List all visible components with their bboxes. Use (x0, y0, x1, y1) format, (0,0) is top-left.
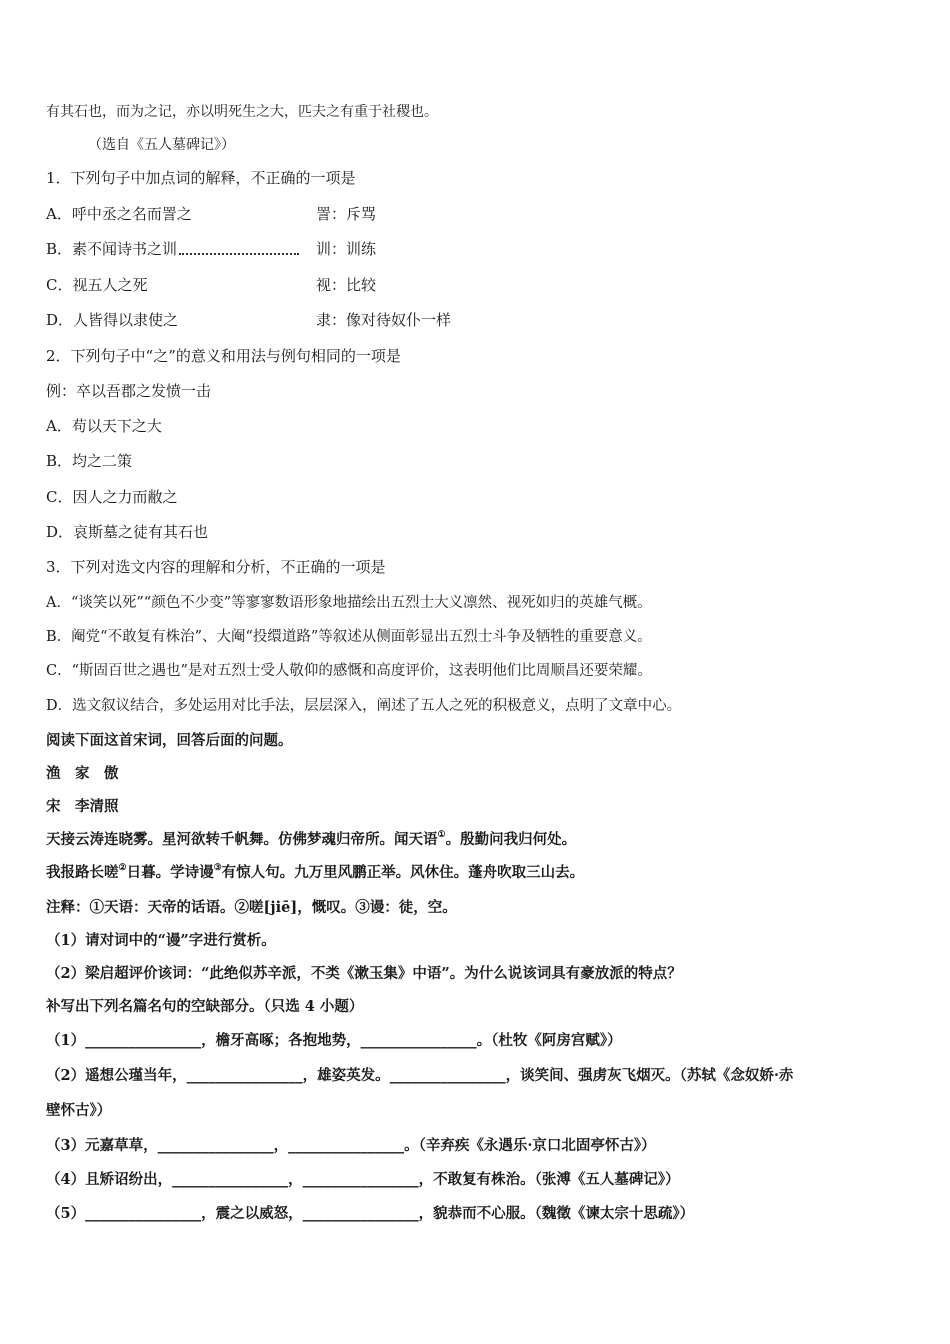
note-mark-1: ① (437, 830, 446, 840)
q2-option-c: C．因人之力而敝之 (46, 488, 178, 506)
poem-intro: 阅读下面这首宋词，回答后面的问题。 (46, 732, 293, 749)
q1-option-d (46, 310, 451, 330)
poem-annotation: 注释：①天语：天帝的话语。②嗟[jiē]，慨叹。③谩：徒，空。 (46, 899, 457, 916)
q3-stem: 3．下列对选文内容的理解和分析，不正确的一项是 (46, 558, 386, 576)
fill-item-1: （1）________________，檐牙高啄；各抱地势，________________。（杜牧《阿房宫赋》） (46, 1032, 622, 1049)
fill-item-4: （4）且矫诏纷出，________________，________________，不敢复有株治。（张溥《五人墓碑记》） (46, 1171, 680, 1188)
q2-option-b: B．均之二策 (46, 452, 133, 470)
passage-source: （选自《五人墓碑记》） (88, 137, 235, 153)
poem-line-2-part-c: 有惊人句。九万里风鹏正举。风休住。蓬舟吹取三山去。 (221, 864, 585, 881)
passage-tail: 有其石也，而为之记，亦以明死生之大，匹夫之有重于社稷也。 (46, 104, 438, 120)
q2-option-a: A．苟以天下之大 (46, 417, 162, 435)
fill-item-2-cont: 壁怀古》） (46, 1102, 112, 1119)
q1-option-a-gloss: 詈：斥骂 (316, 205, 377, 223)
poem-title: 渔 家 傲 (46, 765, 119, 782)
q1-option-c-gloss: 视：比较 (316, 276, 377, 294)
poem-subquestion-2: （2）梁启超评价该词：“此绝似苏辛派，不类《漱玉集》中语”。为什么说该词具有豪放派的特点？ (46, 965, 682, 982)
poem-line-1-part-a: 天接云涛连晓雾。星河欲转千帆舞。仿佛梦魂归帝所。闻天语 (46, 831, 438, 848)
poem-line-2-part-b: 日暮。学诗谩 (126, 864, 214, 881)
q3-option-d: D．选文叙议结合，多处运用对比手法，层层深入，阐述了五人之死的积极意义，点明了文章中心。 (46, 698, 682, 714)
q1-option-b-label: B．素不闻诗书之训 (46, 240, 178, 258)
q1-stem: 1．下列句子中加点词的解释，不正确的一项是 (46, 169, 356, 187)
emphasis-dots (179, 245, 299, 255)
poem-line-2 (46, 863, 584, 883)
q1-option-b-gloss: 训：训练 (316, 240, 377, 258)
note-mark-2: ② (118, 863, 127, 873)
poem-line-1 (46, 830, 576, 850)
q3-option-c: C．“斯固百世之遇也”是对五烈士受人敬仰的感慨和高度评价，这表明他们比周顺昌还要荣耀。 (46, 663, 652, 679)
q1-option-c (46, 275, 376, 295)
q2-example: 例：卒以吾郡之发愤一击 (46, 382, 212, 400)
q1-option-a-label: A．呼中丞之名而詈之 (46, 205, 192, 223)
poem-subquestion-1: （1）请对词中的“谩”字进行赏析。 (46, 932, 276, 949)
poem-author: 宋 李清照 (46, 798, 119, 815)
q1-option-d-gloss: 隶：像对待奴仆一样 (316, 311, 452, 329)
fill-item-2: （2）遥想公瑾当年，________________，雄姿英发。________________，谈笑间、强虏灰飞烟灭。（苏轼《念奴娇·赤 (46, 1067, 794, 1084)
fill-intro: 补写出下列名篇名句的空缺部分。（只选 4 小题） (46, 998, 364, 1015)
fill-item-3: （3）元嘉草草，________________，________________。（辛弃疾《永遇乐·京口北固亭怀古》） (46, 1137, 656, 1154)
q2-option-d: D．哀斯墓之徒有其石也 (46, 523, 209, 541)
q1-option-c-label: C．视五人之死 (46, 276, 148, 294)
q3-option-b: B．阉党“不敢复有株治”、大阉“投缳道路”等叙述从侧面彰显出五烈士斗争及牺牲的重要意义。 (46, 629, 652, 645)
q1-option-d-label: D．人皆得以隶使之 (46, 311, 179, 329)
q2-stem: 2．下列句子中“之”的意义和用法与例句相同的一项是 (46, 347, 401, 365)
q1-option-b-wrap (46, 239, 316, 259)
q1-option-a (46, 204, 376, 224)
q3-option-a: A．“谈笑以死”“颜色不少变”等寥寥数语形象地描绘出五烈士大义凛然、视死如归的英雄气概。 (46, 595, 652, 611)
q1-option-b (46, 239, 376, 259)
poem-line-2-part-a: 我报路长嗟 (46, 864, 119, 881)
poem-line-1-part-b: 。殷勤问我归何处。 (445, 831, 577, 848)
fill-item-5: （5）________________，震之以威怒，________________，貌恭而不心服。（魏徵《谏太宗十思疏》） (46, 1205, 695, 1222)
note-mark-3: ③ (213, 863, 222, 873)
